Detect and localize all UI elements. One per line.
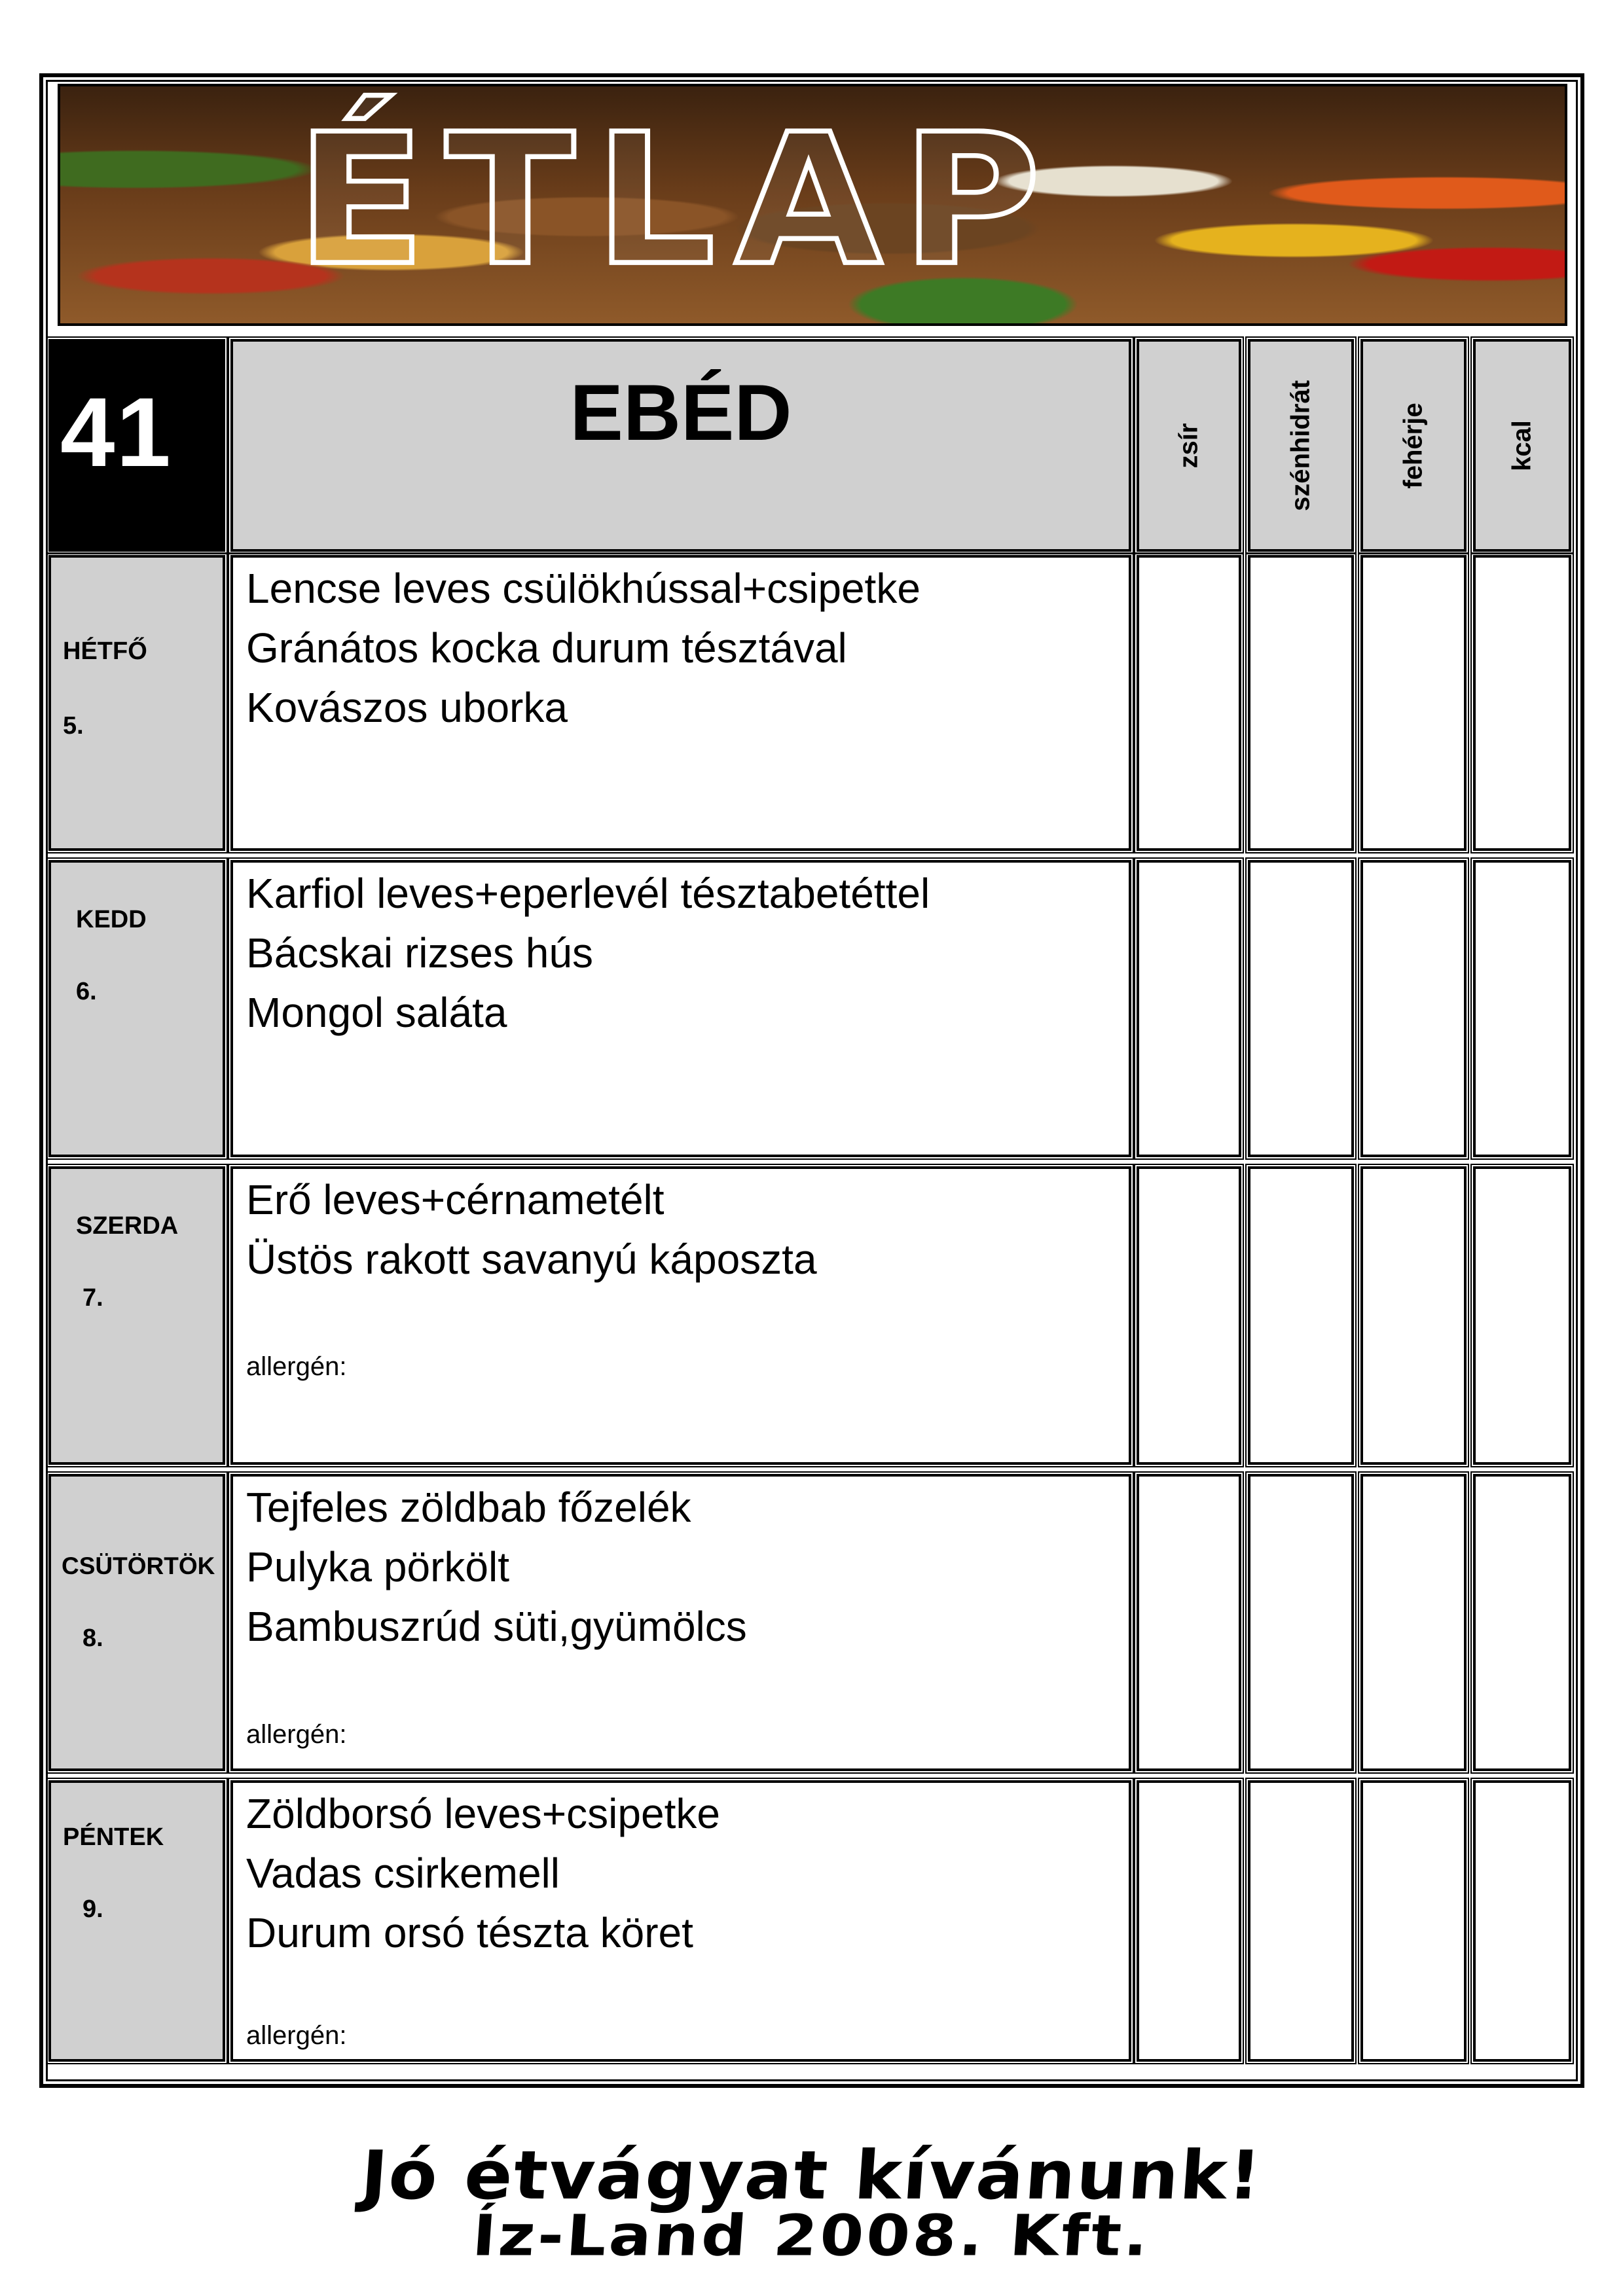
day-cell-monday [48, 555, 225, 851]
day-cell-thursday [48, 1474, 225, 1771]
dish-item: Zöldborsó leves+csipetke [246, 1790, 720, 1837]
allergen-label: allergén: [246, 1352, 347, 1381]
dish-item: Tejfeles zöldbab főzelék [246, 1484, 691, 1531]
day-name: PÉNTEK [63, 1823, 164, 1851]
value-cell-kcal [1473, 1780, 1571, 2062]
dish-item: Karfiol leves+eperlevél tésztabetéttel [246, 870, 930, 917]
value-cell-kcal [1473, 1166, 1571, 1465]
dish-item: Durum orsó tészta köret [246, 1909, 693, 1956]
day-date: 6. [76, 978, 97, 1005]
day-cell-friday [48, 1780, 225, 2062]
day-cell-wednesday [48, 1166, 225, 1465]
allergen-label: allergén: [246, 2021, 347, 2050]
value-cell-carbs [1248, 555, 1354, 851]
dish-item: Üstös rakott savanyú káposzta [246, 1236, 817, 1283]
value-cell-kcal [1473, 1474, 1571, 1771]
day-name: HÉTFŐ [63, 637, 147, 665]
value-cell-fat [1137, 1166, 1241, 1465]
menu-cell-tuesday [230, 860, 1131, 1157]
dish-item: Lencse leves csülökhússal+csipetke [246, 565, 921, 612]
dish-item: Bambuszrúd süti,gyümölcs [246, 1603, 747, 1650]
dish-item: Mongol saláta [246, 989, 507, 1036]
menu-cell-thursday [230, 1474, 1131, 1771]
dish-item: Vadas csirkemell [246, 1850, 560, 1897]
value-cell-carbs [1248, 1166, 1354, 1465]
column-label-protein: fehérje [1398, 402, 1428, 489]
menu-cell-wednesday [230, 1166, 1131, 1465]
column-label-kcal: kcal [1507, 420, 1537, 471]
day-date: 8. [82, 1624, 103, 1652]
day-date: 9. [82, 1895, 103, 1923]
dish-item: Bácskai rizses hús [246, 929, 593, 977]
value-cell-fat [1137, 1780, 1241, 2062]
column-header-carbs [1248, 339, 1354, 552]
value-cell-fat [1137, 860, 1241, 1157]
dish-item: Kovászos uborka [246, 684, 568, 731]
column-header-protein [1360, 339, 1467, 552]
value-cell-fat [1137, 1474, 1241, 1771]
day-date: 7. [82, 1284, 103, 1312]
week-number: 41 [60, 377, 172, 487]
value-cell-fat [1137, 555, 1241, 851]
column-header-fat [1137, 339, 1241, 552]
value-cell-protein [1360, 860, 1467, 1157]
menu-cell-friday [230, 1780, 1131, 2062]
meal-title-cell [230, 339, 1131, 552]
column-label-carbs: szénhidrát [1286, 380, 1315, 511]
dish-item: Erő leves+cérnametélt [246, 1176, 665, 1223]
banner-title: ÉTLAP [296, 96, 1061, 306]
allergen-label: allergén: [246, 1720, 347, 1749]
dish-item: Pulyka pörkölt [246, 1543, 509, 1590]
value-cell-protein [1360, 1474, 1467, 1771]
value-cell-protein [1360, 1166, 1467, 1465]
day-name: CSÜTÖRTÖK [62, 1552, 215, 1579]
column-header-kcal [1473, 339, 1571, 552]
value-cell-carbs [1248, 1474, 1354, 1771]
footer-company: Íz-Land 2008. Kft. [470, 2202, 1153, 2269]
day-cell-tuesday [48, 860, 225, 1157]
value-cell-carbs [1248, 860, 1354, 1157]
meal-title: EBÉD [570, 368, 792, 457]
value-cell-carbs [1248, 1780, 1354, 2062]
day-name: SZERDA [76, 1212, 179, 1240]
value-cell-protein [1360, 555, 1467, 851]
value-cell-kcal [1473, 860, 1571, 1157]
value-cell-protein [1360, 1780, 1467, 2062]
column-label-fat: zsír [1174, 423, 1203, 468]
value-cell-kcal [1473, 555, 1571, 851]
menu-cell-monday [230, 555, 1131, 851]
week-number-cell [48, 339, 225, 552]
footer-greeting: Jó étvágyat kívánunk! [358, 2137, 1265, 2215]
food-banner-image [58, 84, 1567, 326]
dish-item: Gránátos kocka durum tésztával [246, 624, 847, 672]
day-date: 5. [63, 712, 84, 740]
day-name: KEDD [76, 906, 147, 933]
